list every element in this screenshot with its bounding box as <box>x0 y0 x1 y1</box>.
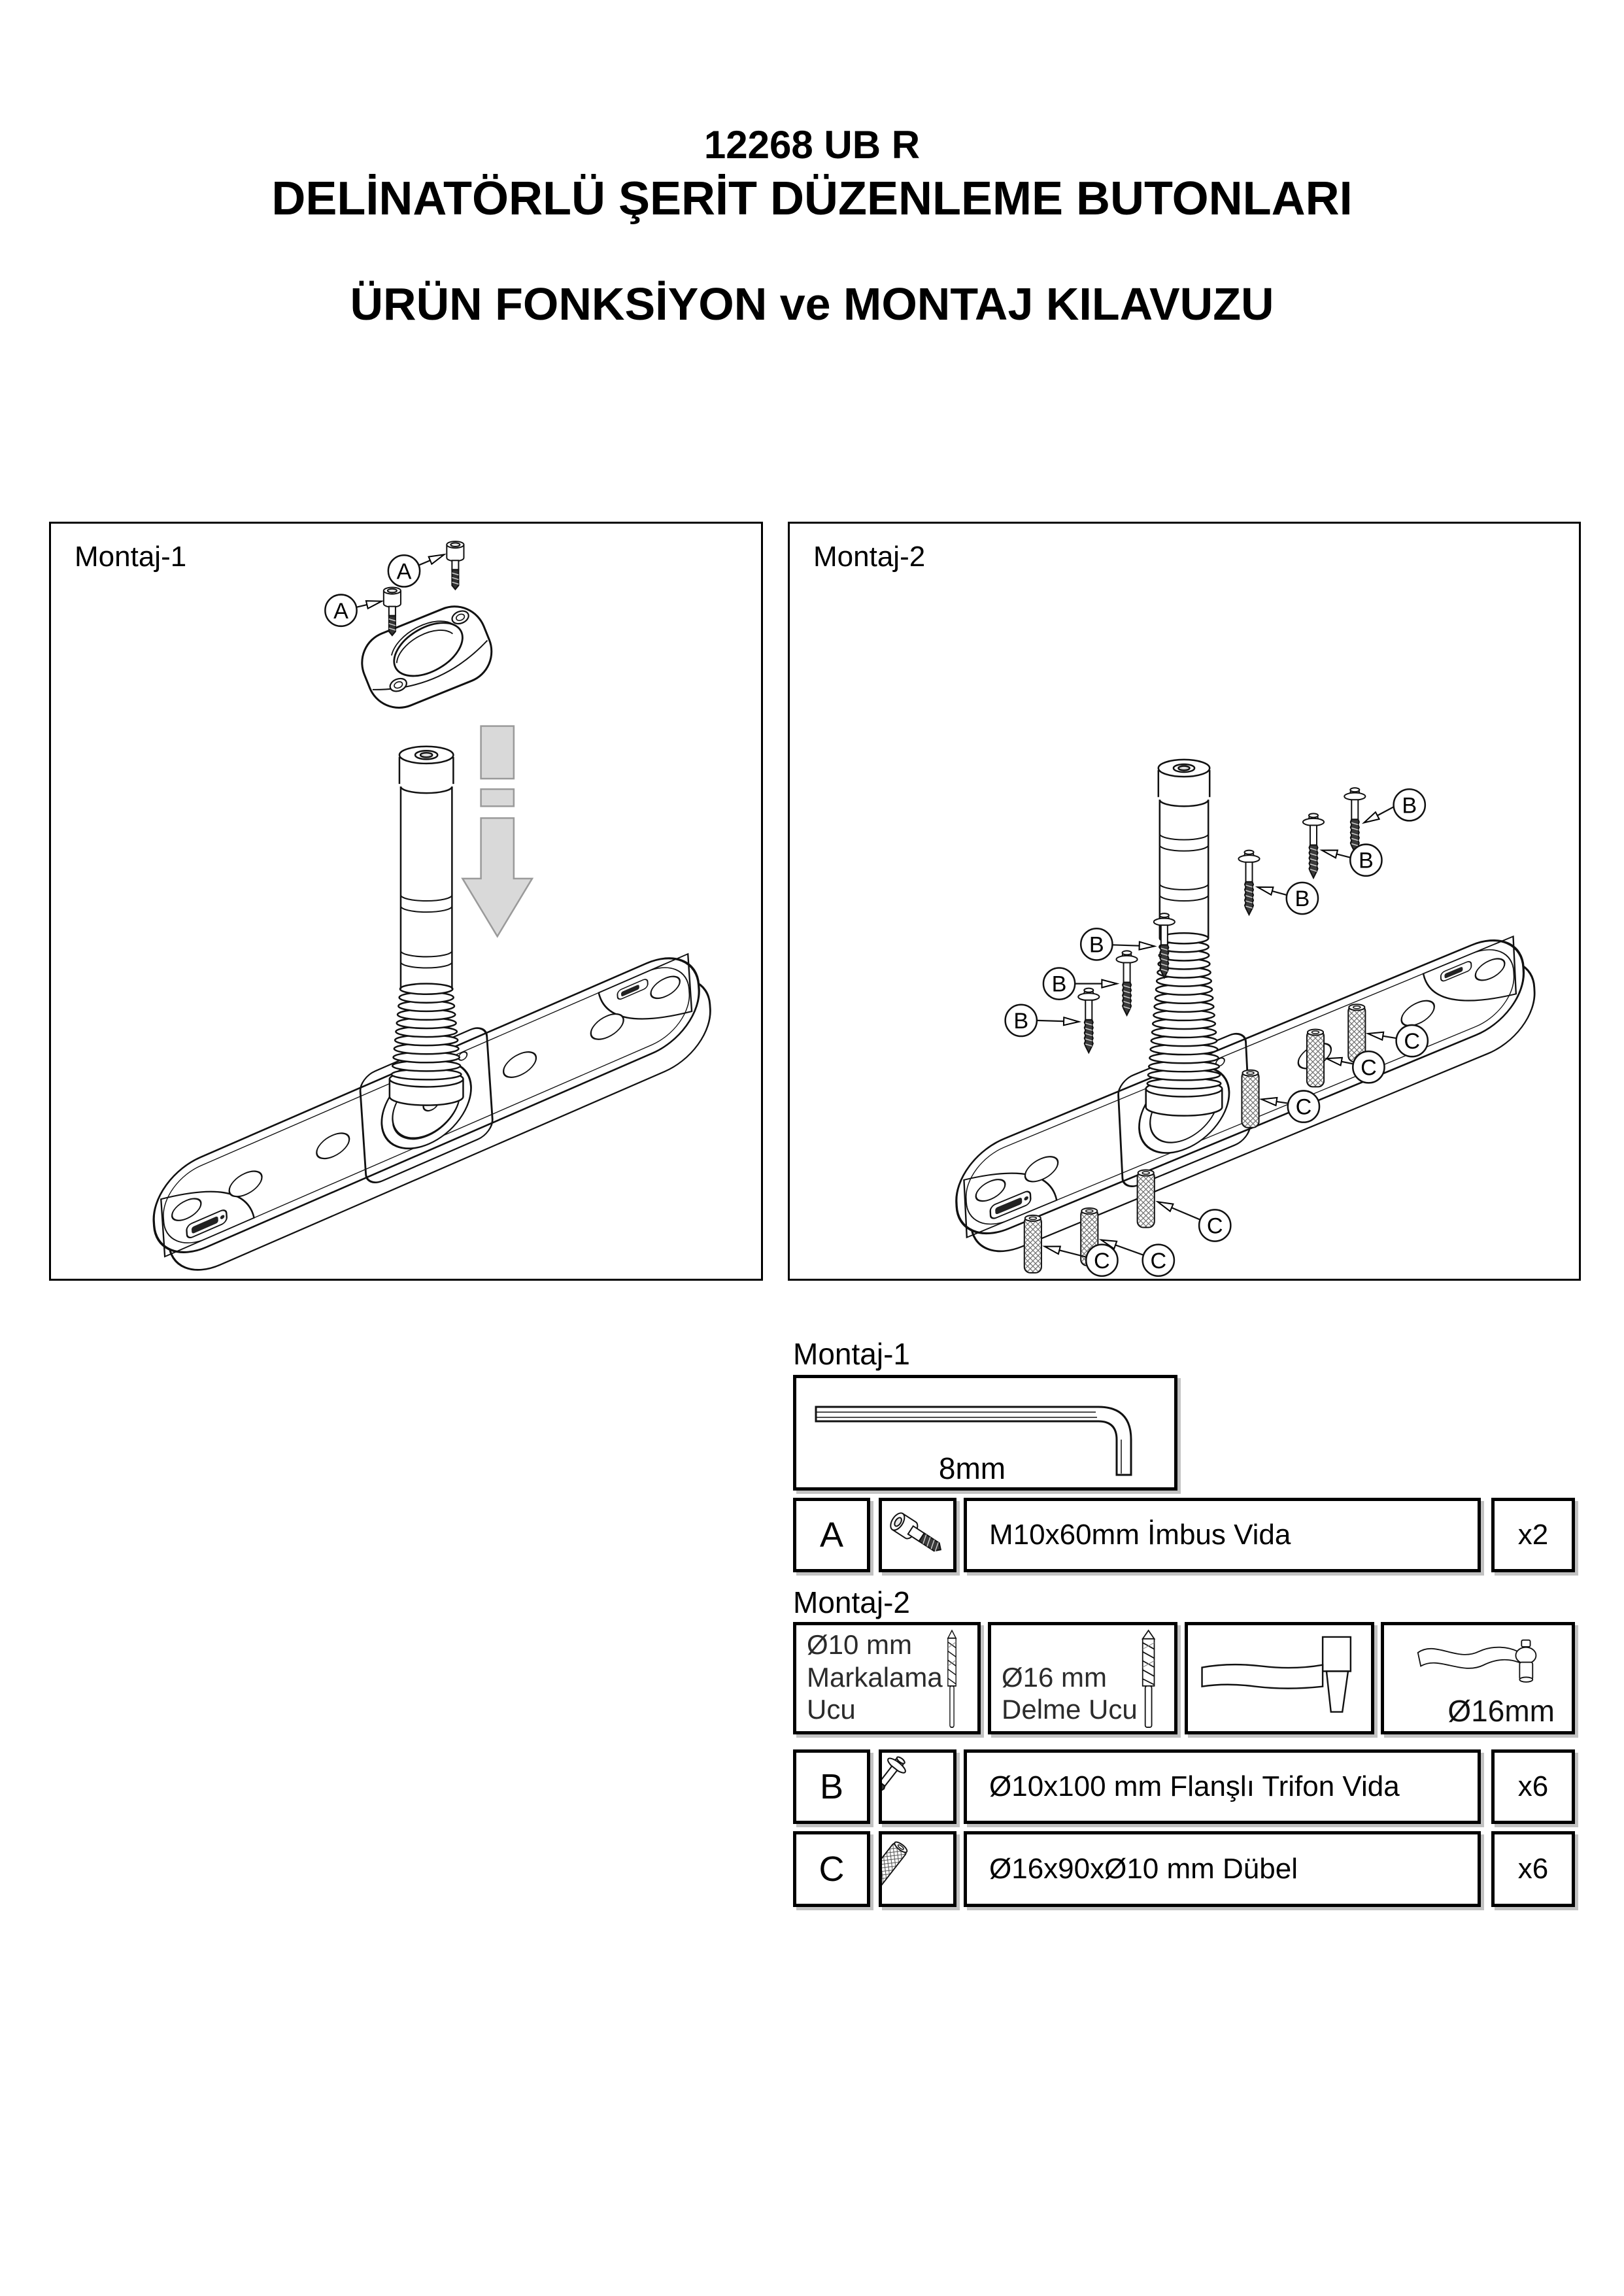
montaj1-illustration <box>51 524 761 1279</box>
dowel-illustration <box>1242 1070 1259 1128</box>
cap-illustration <box>352 597 501 717</box>
part-icon-cell <box>879 1498 956 1572</box>
svg-text:C: C <box>1206 1213 1223 1239</box>
part-code-b: B <box>793 1749 870 1824</box>
trifon-screw-illustration <box>1116 951 1137 1015</box>
trifon-screw-illustration <box>1303 813 1324 877</box>
allen-key-box <box>793 1375 1177 1491</box>
part-description: M10x60mm İmbus Vida <box>964 1498 1481 1572</box>
svg-text:B: B <box>1294 886 1310 912</box>
svg-text:C: C <box>1295 1094 1312 1120</box>
dowel-icon <box>882 1838 953 1901</box>
parts-heading-montaj2: Montaj-2 <box>793 1585 910 1619</box>
imbus-screw-icon <box>882 1504 953 1567</box>
svg-text:C: C <box>1404 1029 1421 1055</box>
diagram-box-montaj1 <box>49 522 763 1281</box>
svg-text:B: B <box>1402 793 1417 819</box>
callout-b <box>1006 1005 1079 1036</box>
montaj2-illustration <box>790 524 1579 1279</box>
callout-b <box>1081 928 1155 960</box>
down-arrow-icon <box>462 726 532 937</box>
product-code-title: 12268 UB R <box>703 123 921 167</box>
tool-box-socket-wrench <box>1381 1622 1575 1734</box>
dowel-illustration <box>1138 1170 1155 1228</box>
callout-b <box>1258 883 1318 914</box>
part-code-c: C <box>793 1831 870 1907</box>
dowel-illustration <box>1024 1215 1041 1273</box>
part-description: Ø10x100 mm Flanşlı Trifon Vida <box>964 1749 1481 1824</box>
diagram-box-montaj2 <box>788 522 1581 1281</box>
parts-heading-montaj1: Montaj-1 <box>793 1337 910 1371</box>
callout-a <box>325 595 381 626</box>
callout-b <box>1322 845 1381 876</box>
tool-box-marking-bit <box>793 1622 981 1734</box>
svg-text:B: B <box>1358 848 1374 873</box>
svg-text:B: B <box>1013 1008 1029 1034</box>
trifon-screw-icon <box>882 1755 953 1819</box>
post-illustration <box>390 747 464 1106</box>
callout-b <box>1364 789 1425 822</box>
trifon-screw-illustration <box>1344 788 1365 852</box>
part-icon-cell <box>879 1749 956 1824</box>
callout-a <box>388 554 444 586</box>
svg-text:A: A <box>333 598 348 624</box>
tool-box-drill-bit <box>988 1622 1177 1734</box>
tool-label: Ø10 mm Markalama Ucu <box>807 1629 943 1725</box>
trifon-screw-illustration <box>1078 988 1099 1053</box>
diagram-label: Montaj-2 <box>813 541 926 573</box>
post-illustration <box>1146 760 1223 1116</box>
part-description: Ø16x90xØ10 mm Dübel <box>964 1831 1481 1907</box>
socket-wrench-icon <box>1387 1627 1573 1704</box>
part-code-a: A <box>793 1498 870 1572</box>
hammer-icon <box>1192 1628 1370 1731</box>
trifon-screw-illustration <box>1238 851 1259 915</box>
callout-c <box>1158 1202 1231 1241</box>
part-quantity: x6 <box>1491 1831 1575 1907</box>
svg-text:A: A <box>396 559 412 584</box>
svg-text:C: C <box>1361 1055 1377 1081</box>
svg-text:B: B <box>1051 971 1067 997</box>
imbus-screw-illustration <box>447 541 464 589</box>
diagram-label: Montaj-1 <box>75 541 187 573</box>
tool-size-label: Ø16mm <box>1447 1693 1555 1728</box>
part-quantity: x6 <box>1491 1749 1575 1824</box>
doc-subtitle: ÜRÜN FONKSİYON ve MONTAJ KILAVUZU <box>350 279 1274 329</box>
tool-box-hammer <box>1185 1622 1374 1734</box>
tool-label: Ø16 mm Delme Ucu <box>1002 1661 1138 1725</box>
svg-text:C: C <box>1094 1248 1110 1274</box>
product-name-title: DELİNATÖRLÜ ŞERİT DÜZENLEME BUTONLARI <box>271 173 1353 225</box>
part-quantity: x2 <box>1491 1498 1575 1572</box>
part-icon-cell <box>879 1831 956 1907</box>
allen-key-size-label: 8mm <box>938 1451 1006 1485</box>
svg-text:C: C <box>1150 1248 1167 1274</box>
svg-text:B: B <box>1089 932 1104 958</box>
dowel-illustration <box>1307 1029 1324 1087</box>
